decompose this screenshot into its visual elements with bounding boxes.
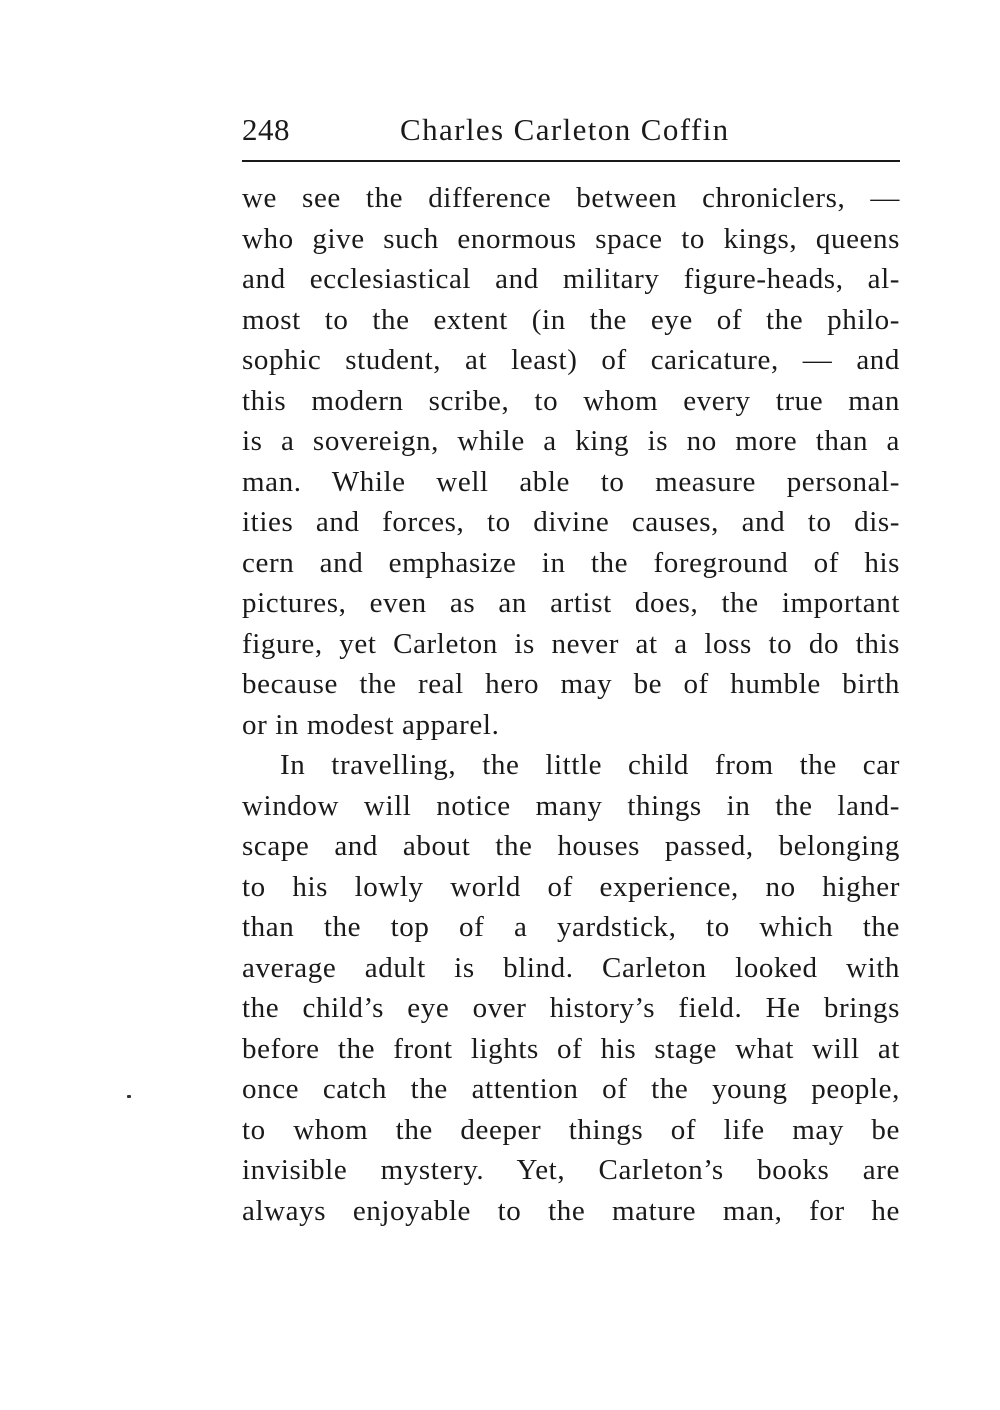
text-line: the child’s eye over history’s field. He brings — [242, 992, 900, 1024]
header-rule — [242, 160, 900, 162]
text-line: scape and about the houses passed, belonging — [242, 830, 900, 862]
text-line: than the top of a yardstick, to which the — [242, 911, 900, 943]
text-line: who give such enormous space to kings, queens — [242, 222, 900, 255]
text-line: man. While well able to measure personal- — [242, 465, 900, 498]
text-line: In travelling, the little child from the car — [280, 749, 900, 781]
text-line: to his lowly world of experience, no higher — [242, 870, 900, 903]
page-number: 248 — [242, 112, 290, 147]
text-line: pictures, even as an artist does, the important — [242, 587, 900, 619]
text-line: window will notice many things in the land- — [242, 789, 900, 822]
text-line: this modern scribe, to whom every true man — [242, 384, 900, 417]
paragraph-1 — [242, 178, 900, 745]
print-speck — [127, 1095, 131, 1098]
text-line: always enjoyable to the mature man, for he — [242, 1194, 900, 1227]
text-line: before the front lights of his stage what will at — [242, 1032, 900, 1065]
text-line: most to the extent (in the eye of the philo- — [242, 303, 900, 336]
paragraph-2 — [242, 745, 900, 1231]
text-line: average adult is blind. Carleton looked with — [242, 951, 900, 984]
text-line: ities and forces, to divine causes, and to dis- — [242, 506, 900, 538]
text-line: figure, yet Carleton is never at a loss to do this — [242, 627, 900, 660]
text-line: and ecclesiastical and military figure-heads, al- — [242, 263, 900, 295]
text-line: sophic student, at least) of caricature, — and — [242, 344, 900, 376]
text-line: invisible mystery. Yet, Carleton’s books are — [242, 1154, 900, 1186]
text-line: is a sovereign, while a king is no more than a — [242, 425, 900, 457]
body-text — [242, 178, 900, 1231]
text-line: once catch the attention of the young people, — [242, 1073, 900, 1105]
running-title: Charles Carleton Coffin — [400, 112, 730, 147]
text-line: cern and emphasize in the foreground of his — [242, 546, 900, 579]
running-head — [242, 106, 900, 156]
text-line: or in modest apparel. — [242, 708, 500, 741]
text-line: to whom the deeper things of life may be — [242, 1113, 900, 1146]
text-line: because the real hero may be of humble birth — [242, 668, 900, 700]
text-line: we see the difference between chroniclers, — — [242, 182, 900, 214]
